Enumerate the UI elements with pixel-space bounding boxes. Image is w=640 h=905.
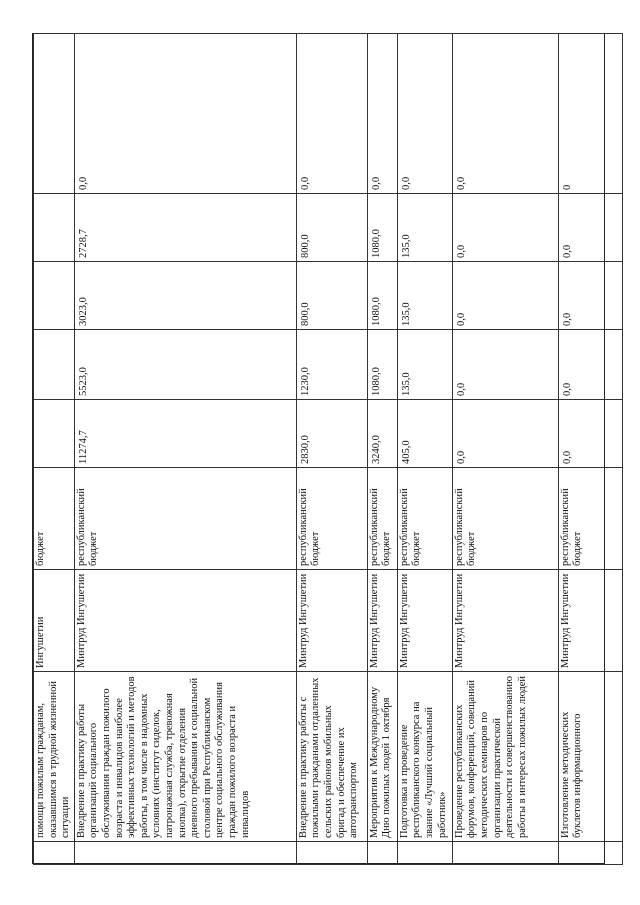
amount-year-3-cell: 0,0 [452,194,558,262]
funding-source-cell: республиканский бюджет [558,468,622,570]
funding-source-cell: республиканский бюджет [367,468,397,570]
amount-total-cell: 3240,0 [367,400,397,468]
amount-year-3-cell: 0,0 [558,194,622,262]
row-number-cell [296,842,367,865]
amount-year-4-cell [34,34,75,194]
measure-name-cell: помощи пожилым гражданам, оказавшимся в трудной жизненной ситуации [34,672,75,842]
measure-name-cell: Внедрение в практику работы организаций социального обслуживания граждан пожилого возраста и инвалидов наиболее эффективных технологий и методов работы, в том числе в надомных условиях (институт сиделок, патронажная служба, тревожная кнопка), открытие отделения дневного пребывания и социальной столовой при Республиканском центре социального обслуживания граждан пожилого возраста и инвалидов [74,672,296,842]
amount-total-cell: 0,0 [452,400,558,468]
amount-year-3-cell: 2728,7 [74,194,296,262]
amount-year-3-cell [34,194,75,262]
measure-name-cell: Проведение республиканских форумов, конференций, совещаний методических семинаров по организации практической деятельности и совершенствованию работы в интересах пожилых людей [452,672,558,842]
amount-year-3-cell: 135,0 [397,194,452,262]
row-number-cell [452,842,558,865]
measure-name-cell: Изготовление методических буклетов информационного [558,672,622,842]
amount-year-2-cell: 0,0 [452,262,558,330]
funding-source-cell: республиканский бюджет [74,468,296,570]
amount-year-2-cell: 0,0 [558,262,622,330]
funding-source-cell: республиканский бюджет [296,468,367,570]
executor-cell: Минтруд Ингушетии [74,570,296,672]
amount-year-3-cell: 800,0 [296,194,367,262]
row-number-cell [367,842,397,865]
row-number-cell [397,842,452,865]
amount-year-1-cell: 1230,0 [296,330,367,400]
measures-table [33,33,623,865]
table-row [34,34,75,865]
executor-cell: Минтруд Ингушетии [397,570,452,672]
measure-name-cell: Внедрение в практику работы с пожилыми гражданами отдаленных сельских районов мобильных бригад и обеспечение их автотранспортом [296,672,367,842]
row-number-cell [74,842,296,865]
rotated-page [32,33,605,864]
amount-year-1-cell: 0,0 [452,330,558,400]
table-row [452,34,558,865]
rotated-content [33,34,606,865]
amount-total-cell: 0,0 [558,400,622,468]
amount-year-4-cell: 0,0 [397,34,452,194]
executor-cell: Минтруд Ингушетии [296,570,367,672]
amount-total-cell: 405,0 [397,400,452,468]
executor-cell: Ингушетии [34,570,75,672]
amount-total-cell: 2830,0 [296,400,367,468]
amount-year-2-cell: 1080,0 [367,262,397,330]
table-row [397,34,452,865]
amount-year-2-cell: 800,0 [296,262,367,330]
row-number-cell [558,842,622,865]
funding-source-cell: республиканский бюджет [397,468,452,570]
amount-year-1-cell: 5523,0 [74,330,296,400]
amount-year-2-cell: 3023,0 [74,262,296,330]
funding-source-cell: бюджет [34,468,75,570]
measure-name-cell: Мероприятия к Международному Дню пожилых людей 1 октября [367,672,397,842]
amount-year-1-cell: 1080,0 [367,330,397,400]
executor-cell: Минтруд Ингушетии [452,570,558,672]
table-row [367,34,397,865]
amount-year-4-cell: 0,0 [74,34,296,194]
measure-name-cell: Подготовка и проведение республиканского конкурса на звание «Лучший социальный работник» [397,672,452,842]
executor-cell: Минтруд Ингушетии [367,570,397,672]
amount-year-1-cell [34,330,75,400]
amount-year-4-cell: 0,0 [296,34,367,194]
amount-total-cell [34,400,75,468]
amount-year-4-cell: 0,0 [367,34,397,194]
amount-year-1-cell: 0,0 [558,330,622,400]
executor-cell: Минтруд Ингушетии [558,570,622,672]
amount-total-cell: 11274,7 [74,400,296,468]
amount-year-4-cell: 0 [558,34,622,194]
amount-year-3-cell: 1080,0 [367,194,397,262]
amount-year-2-cell: 135,0 [397,262,452,330]
table-row [296,34,367,865]
amount-year-1-cell: 135,0 [397,330,452,400]
table-row [74,34,296,865]
row-number-cell [34,842,75,865]
amount-year-4-cell: 0,0 [452,34,558,194]
funding-source-cell: республиканский бюджет [452,468,558,570]
table-row [558,34,622,865]
amount-year-2-cell [34,262,75,330]
